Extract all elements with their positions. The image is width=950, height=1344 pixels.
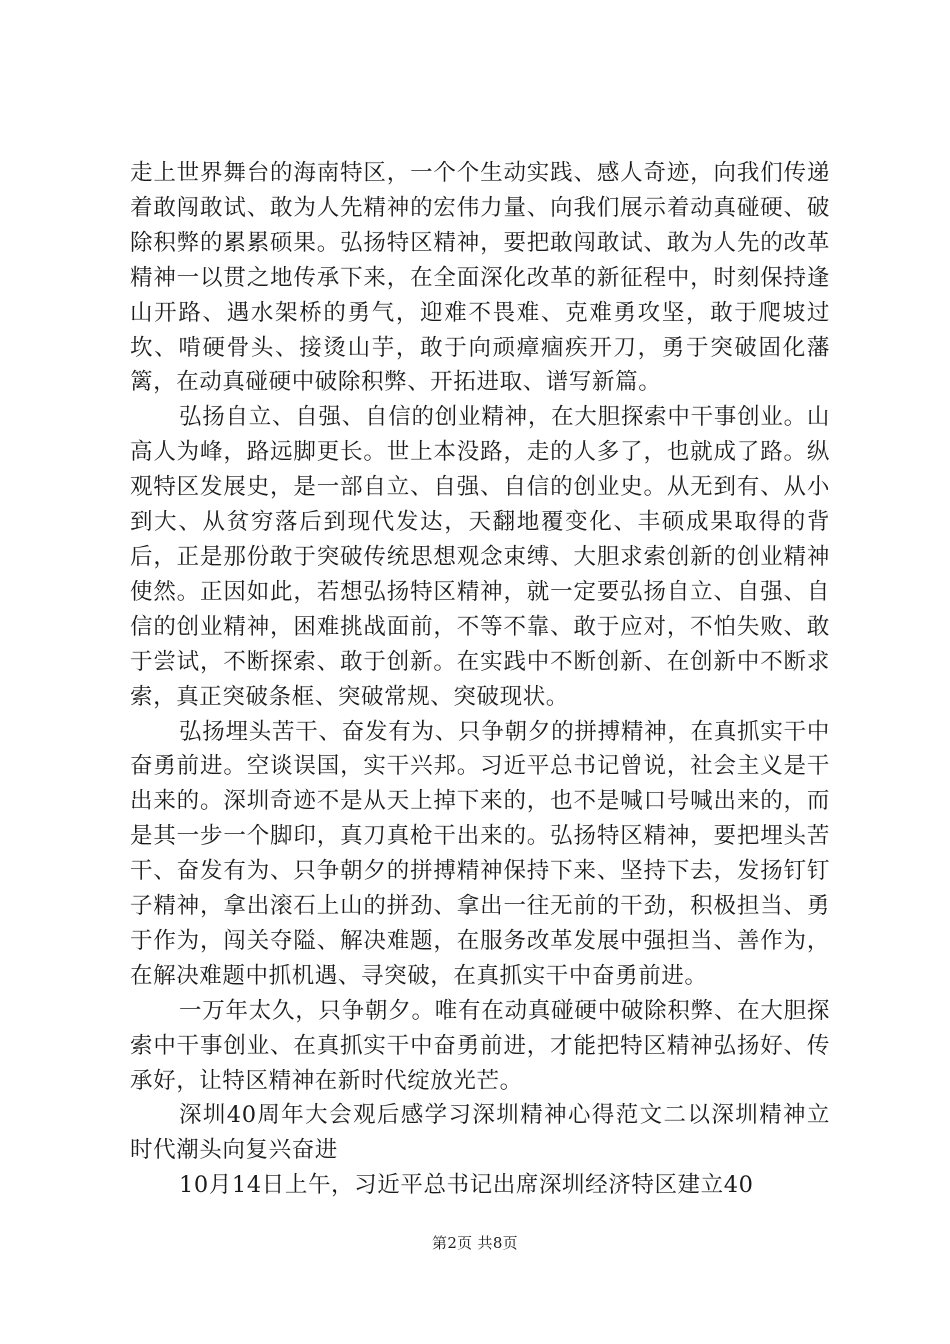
paragraph-6: 10月14日上午，习近平总书记出席深圳经济特区建立40	[179, 1172, 754, 1199]
paragraph-3: 弘扬埋头苦干、奋发有为、只争朝夕的拼搏精神，在真抓实干中奋勇前进。空谈误国，实干兴邦。习近平总书记曾说，社会主义是干出来的。深圳奇迹不是从天上掉下来的，也不是喊口号喊出来的，而是其一步一个脚印，真刀真枪干出来的。弘扬特区精神，要把埋头苦干、奋发有为、只争朝夕的拼搏精神保持下来、坚持下去，发扬钉钉子精神，拿出滚石上山的拼劲、拿出一往无前的干劲，积极担当、勇于作为，闯关夺隘、解决难题，在服务改革发展中强担当、善作为，在解决难题中抓机遇、寻突破，在真抓实干中奋勇前进。	[130, 718, 830, 989]
paragraph-4: 一万年太久，只争朝夕。唯有在动真碰硬中破除积弊、在大胆探索中干事创业、在真抓实干中奋勇前进，才能把特区精神弘扬好、传承好，让特区精神在新时代绽放光芒。	[130, 997, 830, 1094]
paragraph-2: 弘扬自立、自强、自信的创业精神，在大胆探索中干事创业。山高人为峰，路远脚更长。世上本没路，走的人多了，也就成了路。纵观特区发展史，是一部自立、自强、自信的创业史。从无到有、从小到大、从贫穷落后到现代发达，天翻地覆变化、丰硕成果取得的背后，正是那份敢于突破传统思想观念束缚、大胆求索创新的创业精神使然。正因如此，若想弘扬特区精神，就一定要弘扬自立、自强、自信的创业精神，困难挑战面前，不等不靠、敢于应对，不怕失败、敢于尝试，不断探索、敢于创新。在实践中不断创新、在创新中不断求索，真正突破条框、突破常规、突破现状。	[130, 404, 830, 710]
page-footer: 第2页 共8页	[432, 1234, 518, 1252]
section-heading: 深圳40周年大会观后感学习深圳精神心得范文二以深圳精神立时代潮头向复兴奋进	[130, 1102, 830, 1164]
document-body	[130, 156, 830, 1203]
paragraph-1: 走上世界舞台的海南特区，一个个生动实践、感人奇迹，向我们传递着敢闯敢试、敢为人先精神的宏伟力量、向我们展示着动真碰硬、破除积弊的累累硕果。弘扬特区精神，要把敢闯敢试、敢为人先的改革精神一以贯之地传承下来，在全面深化改革的新征程中，时刻保持逢山开路、遇水架桥的勇气，迎难不畏难、克难勇攻坚，敢于爬坡过坎、啃硬骨头、接烫山芋，敢于向顽瘴痼疾开刀，勇于突破固化藩篱，在动真碰硬中破除积弊、开拓进取、谱写新篇。	[130, 160, 830, 396]
